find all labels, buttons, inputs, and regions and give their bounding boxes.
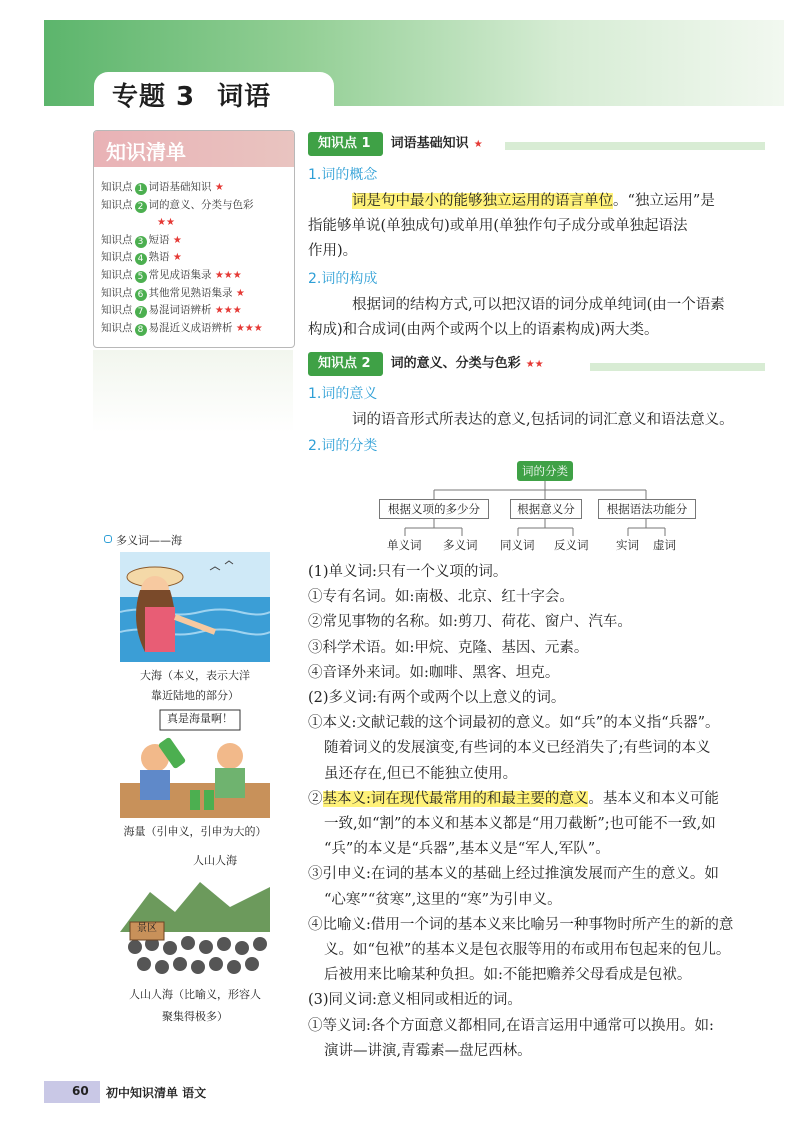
caption-crowd-top: 人山人海 bbox=[193, 854, 237, 867]
speech-bubble: 真是海量啊！ bbox=[167, 712, 233, 725]
body-line: (3)同义词:意义相同或相近的词。 bbox=[308, 992, 522, 1009]
list-item[interactable]: 知识点 8 易混近义成语辨析 ★★★ bbox=[101, 321, 263, 335]
number-badge: 2 bbox=[135, 201, 147, 213]
illustration-label: 多义词——海 bbox=[104, 532, 182, 548]
kp2-sub1: 1.词的意义 bbox=[308, 386, 378, 402]
body-line: “兵”的本义是“兵器”,基本义是“军人,军队”。 bbox=[324, 841, 610, 858]
tree-leaf: 单义词 bbox=[387, 538, 422, 552]
body-line: ①本义:文献记载的这个词最初的意义。如“兵”的本义指“兵器”。 bbox=[308, 715, 720, 732]
kp1-paragraph2: 根据词的结构方式,可以把汉语的词分成单纯词(由一个语素 构成)和合成词(由两个或两个以上的语素构成)两大类。 bbox=[308, 297, 725, 338]
body-line: ③引申义:在词的基本义的基础上经过推演发展而产生的意义。如 bbox=[308, 866, 719, 883]
tree-branch-3: 根据语法功能分 bbox=[598, 499, 696, 519]
tree-branch-2: 根据意义分 bbox=[510, 499, 582, 519]
knowledge-list-title: 知识清单 bbox=[106, 140, 186, 164]
star-icon: ★★★ bbox=[214, 305, 242, 317]
number-badge: 1 bbox=[135, 183, 147, 195]
body-line: 一致,如“割”的本义和基本义都是“用刀截断”;也可能不一致,如 bbox=[324, 816, 716, 833]
body-line: ④音译外来词。如:咖啡、黑客、坦克。 bbox=[308, 664, 560, 681]
tree-leaf: 虚词 bbox=[653, 538, 676, 552]
highlight-definition: 词是句中最小的能够独立运用的语言单位 bbox=[352, 193, 613, 209]
list-item[interactable]: 知识点 5 常见成语集录 ★★★ bbox=[101, 268, 242, 282]
caption-sea: 大海（本义，表示大洋 靠近陆地的部分） bbox=[140, 669, 250, 702]
topic-number: 专题 3 bbox=[112, 82, 196, 112]
tree-root: 词的分类 bbox=[517, 461, 573, 481]
body-line: ②常见事物的名称。如:剪刀、荷花、窗户、汽车。 bbox=[308, 614, 632, 631]
star-icon: ★ bbox=[235, 287, 245, 299]
body-line: (1)单义词:只有一个义项的词。 bbox=[308, 564, 508, 580]
list-item[interactable]: 知识点 7 易混词语辨析 ★★★ bbox=[101, 304, 242, 318]
kp1-sub2: 2.词的构成 bbox=[308, 271, 378, 287]
body-line: 虽还存在,但已不能独立使用。 bbox=[324, 765, 518, 782]
star-icon: ★ bbox=[214, 182, 224, 193]
topic-title: 词语 bbox=[217, 82, 272, 112]
list-item[interactable]: 知识点 6 其他常见熟语集录 ★ bbox=[101, 286, 245, 300]
tree-leaf: 同义词 bbox=[500, 538, 535, 552]
book-title: 初中知识清单 语文 bbox=[106, 1086, 207, 1100]
body-text bbox=[308, 560, 780, 1064]
star-icon: ★★★ bbox=[235, 322, 263, 334]
sign-label: 景区 bbox=[137, 923, 157, 934]
list-item[interactable]: 知识点 4 熟语 ★ bbox=[101, 251, 182, 265]
body-line: ②基本义:词在现代最常用的和最主要的意义。基本义和本义可能 bbox=[308, 790, 719, 807]
star-icon: ★ bbox=[172, 234, 182, 246]
kp2-title: 词的意义、分类与色彩 bbox=[390, 356, 521, 371]
kp2-sub2: 2.词的分类 bbox=[308, 438, 378, 454]
number-badge: 6 bbox=[135, 289, 147, 301]
kp2-tag: 知识点 2 bbox=[308, 352, 383, 376]
number-badge: 8 bbox=[135, 324, 147, 336]
body-line: “心寒”“贫寒”,这里的“寒”为引申义。 bbox=[324, 891, 562, 908]
tree-leaf: 实词 bbox=[616, 538, 639, 552]
kp2-paragraph1: 词的语音形式所表达的意义,包括词的词汇意义和语法意义。 bbox=[352, 412, 734, 428]
number-badge: 4 bbox=[135, 253, 147, 265]
body-line: 随着词义的发展演变,有些词的本义已经消失了;有些词的本义 bbox=[324, 740, 711, 757]
tree-branch-1: 根据义项的多少分 bbox=[379, 499, 489, 519]
number-badge: 3 bbox=[135, 236, 147, 248]
body-line: 演讲—讲演,青霉素—盘尼西林。 bbox=[324, 1042, 532, 1059]
tree-leaf: 反义词 bbox=[554, 538, 589, 552]
caption-drinking: 海量（引申义，引申为大的） bbox=[123, 825, 267, 838]
page-number: 60 bbox=[72, 1084, 89, 1098]
star-icon: ★ bbox=[473, 139, 483, 150]
star-icon: ★★ bbox=[525, 359, 544, 370]
number-badge: 5 bbox=[135, 271, 147, 283]
body-line: (2)多义词:有两个或两个以上意义的词。 bbox=[308, 690, 566, 707]
highlight-basic-meaning: 基本义:词在现代最常用的和最主要的意义 bbox=[322, 790, 589, 807]
body-line: ③科学术语。如:甲烷、克隆、基因、元素。 bbox=[308, 639, 589, 656]
kp1-sub1: 1.词的概念 bbox=[308, 167, 378, 183]
list-item[interactable]: 知识点 3 短语 ★ bbox=[101, 233, 182, 247]
list-item[interactable]: 知识点 1 词语基础知识 ★ bbox=[101, 181, 224, 194]
body-line: ①专有名词。如:南极、北京、红十字会。 bbox=[308, 589, 574, 606]
tree-leaf: 多义词 bbox=[443, 538, 478, 552]
kp1-tag: 知识点 1 bbox=[308, 132, 383, 156]
star-icon: ★★★ bbox=[214, 269, 242, 281]
star-icon: ★★ bbox=[157, 217, 175, 229]
caption-crowd: 人山人海（比喻义，形容人 聚集得极多） bbox=[129, 988, 261, 1023]
list-item[interactable]: 知识点 2 词的意义、分类与色彩 bbox=[101, 198, 254, 212]
star-icon: ★ bbox=[172, 252, 182, 264]
kp1-title: 词语基础知识 bbox=[390, 136, 469, 151]
body-line: ④比喻义:借用一个词的基本义来比喻另一种事物时所产生的新的意 bbox=[308, 916, 734, 933]
kp1-paragraph1: 词是句中最小的能够独立运用的语言单位。“独立运用”是 指能够单说(单独成句)或单用(单独作句子成分或单独起语法 作用)。 bbox=[308, 193, 715, 259]
number-badge: 7 bbox=[135, 306, 147, 318]
body-line: 后被用来比喻某种负担。如:不能把赡养父母看成是包袱。 bbox=[324, 967, 692, 984]
body-line: ①等义词:各个方面意义都相同,在语言运用中通常可以换用。如: bbox=[308, 1017, 714, 1034]
body-line: 义。如“包袱”的基本义是包衣服等用的布或用布包起来的包儿。 bbox=[324, 942, 731, 959]
